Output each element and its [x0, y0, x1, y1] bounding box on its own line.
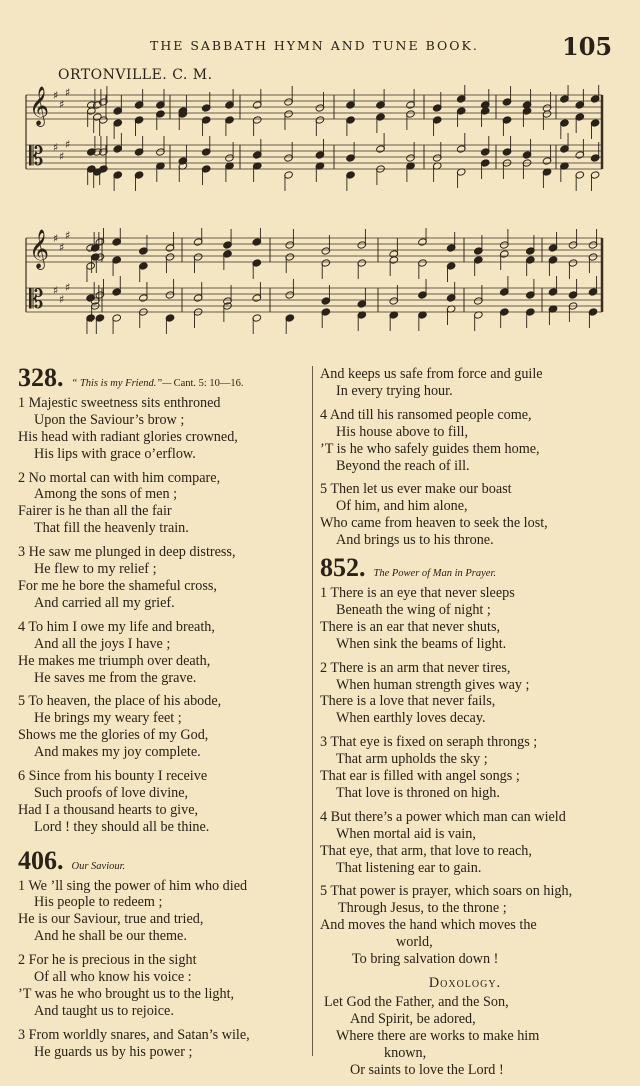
scripture-reference: Cant. 5: 10—16.	[173, 378, 244, 389]
verse-line: 4 And till his ransomed people come,	[320, 406, 532, 423]
sharp-sign: ♯	[65, 229, 71, 242]
verse-line: Such proofs of love divine,	[34, 784, 189, 801]
hymn-number: 406.	[18, 845, 64, 875]
verse	[320, 366, 610, 400]
verse-line: Of him, and him alone,	[336, 498, 468, 515]
verse-line: That listening ear to gain.	[336, 859, 482, 876]
verse-line: And keeps us safe from force and guile	[320, 366, 543, 382]
hymn-subtitle: “ This is my Friend.”—	[71, 378, 172, 389]
verse	[320, 734, 610, 802]
hymn-heading	[320, 553, 610, 583]
verse-line: Had I a thousand hearts to give,	[18, 801, 199, 818]
verse-line: And taught us to rejoice.	[34, 1002, 174, 1019]
hymn-number: 328.	[18, 363, 64, 392]
verse-line: That ear is filled with angel songs ;	[320, 768, 520, 785]
verse-line: When mortal aid is vain,	[336, 825, 476, 842]
verse-line: That love is throned on high.	[336, 784, 500, 801]
verse-line: And brings us to his throne.	[336, 532, 494, 549]
verse-line: Shows me the glories of my God,	[18, 727, 209, 744]
verse	[18, 878, 300, 946]
verse-line: That fill the heavenly train.	[34, 520, 189, 537]
hymn-subtitle: The Power of Man in Prayer.	[373, 568, 496, 580]
sharp-sign: ♯	[59, 150, 65, 163]
verse-line: Beneath the wing of night ;	[336, 601, 491, 618]
verse-line: 3 He saw me plunged in deep distress,	[18, 544, 236, 561]
verse-line: And carried all my grief.	[34, 594, 175, 611]
verse-line: His lips with grace o’erflow.	[34, 445, 196, 462]
c-clef: 𝄡	[29, 285, 44, 315]
verse-line: He guards us by his power ;	[34, 1043, 193, 1060]
verse-line: Through Jesus, to the throne ;	[338, 900, 507, 917]
verse-line: Fairer is he than all the fair	[18, 503, 172, 520]
verse-line: Lord ! they should all be thine.	[34, 818, 210, 835]
music-system-2	[0, 228, 640, 340]
verse-line: 1 There is an eye that never sleeps	[320, 584, 515, 601]
verse-line: That eye, that arm, that love to reach,	[320, 842, 532, 859]
verse	[18, 693, 300, 761]
sharp-sign: ♯	[65, 281, 71, 294]
verse-line: He is our Saviour, true and tried,	[18, 911, 204, 928]
sharp-sign: ♯	[59, 98, 65, 111]
verse-line: 2 There is an arm that never tires,	[320, 659, 511, 676]
verse-line: ’T was he who brought us to the light,	[18, 986, 235, 1002]
verse-line: He flew to my relief ;	[34, 561, 157, 578]
left-column	[18, 363, 300, 1068]
verse-line: His people to redeem ;	[34, 894, 163, 911]
verse-line: He makes me triumph over death,	[18, 652, 211, 669]
verse	[320, 585, 610, 653]
hymn-subtitle: Our Saviour.	[71, 860, 126, 872]
hymn-number: 852.	[320, 553, 366, 583]
verse-line: Among the sons of men ;	[34, 486, 178, 503]
treble-clef: 𝄞	[29, 86, 50, 126]
verse-line: Let God the Father, and the Son,	[324, 993, 509, 1010]
verse	[18, 1027, 300, 1061]
verse-line: 2 No mortal can with him compare,	[18, 469, 221, 486]
verse-line: When sink the beams of light.	[336, 635, 507, 652]
verse-line: For me he bore the shameful cross,	[18, 577, 217, 594]
verse-line: Who came from heaven to seek the lost,	[320, 515, 548, 532]
verse	[18, 952, 300, 1020]
verse	[320, 883, 610, 968]
sharp-sign: ♯	[53, 284, 59, 297]
verse-line: 3 That eye is fixed on seraph throngs ;	[320, 734, 538, 751]
verse-line: There is a love that never fails,	[320, 693, 496, 710]
verse-line: When human strength gives way ;	[336, 676, 530, 693]
verse-line: And all the joys I have ;	[34, 635, 171, 652]
verse-line: Or saints to love the Lord !	[350, 1061, 504, 1078]
verse-line: Beyond the reach of ill.	[336, 457, 470, 474]
verse	[18, 395, 300, 463]
sharp-sign: ♯	[53, 232, 59, 245]
verse-line: In every trying hour.	[336, 382, 453, 399]
verse-line: And makes my joy complete.	[34, 744, 201, 761]
sharp-sign: ♯	[65, 138, 71, 151]
verse-line: 5 Then let us ever make our boast	[320, 481, 512, 498]
tune-name: ORTONVILLE. C. M.	[58, 67, 213, 83]
verse-line: 1 Majestic sweetness sits enthroned	[18, 394, 221, 411]
verse-line: To bring salvation down !	[352, 951, 499, 968]
verse-line: known,	[384, 1044, 427, 1061]
verse-line: 2 For he is precious in the sight	[18, 952, 197, 969]
right-column	[320, 366, 610, 1085]
verse	[18, 619, 300, 687]
verse-line: world,	[396, 934, 433, 951]
verse-line: And moves the hand which moves the	[320, 917, 537, 934]
verse-line: There is an ear that never shuts,	[320, 618, 501, 635]
verse	[320, 481, 610, 549]
verse-line: 4 But there’s a power which man can wield	[320, 808, 566, 825]
sharp-sign: ♯	[53, 89, 59, 102]
page-number: 105	[562, 32, 613, 61]
verse-line: That arm upholds the sky ;	[336, 751, 488, 768]
verse-line: Upon the Saviour’s brow ;	[34, 411, 185, 428]
verse	[18, 544, 300, 612]
verse-line: 5 That power is prayer, which soars on high,	[320, 883, 573, 900]
verse-line: 3 From worldly snares, and Satan’s wile,	[18, 1026, 250, 1043]
running-title: THE SABBATH HYMN AND TUNE BOOK.	[150, 38, 479, 53]
sharp-sign: ♯	[65, 86, 71, 99]
verse-line: He saves me from the grave.	[34, 669, 197, 686]
hymn-heading	[18, 845, 300, 876]
verse-line: When earthly loves decay.	[336, 710, 486, 727]
treble-clef: 𝄞	[29, 229, 50, 269]
music-system-1	[0, 85, 640, 205]
verse-line: And Spirit, be adored,	[350, 1010, 476, 1027]
sharp-sign: ♯	[59, 241, 65, 254]
verse	[18, 768, 300, 836]
verse-line: ’T is he who safely guides them home,	[320, 440, 540, 457]
hymn-heading	[18, 363, 300, 393]
verse	[320, 660, 610, 728]
verse-line: And he shall be our theme.	[34, 928, 187, 945]
page-header	[0, 32, 640, 64]
verse-line: He brings my weary feet ;	[34, 710, 182, 727]
verse-line: His head with radiant glories crowned,	[18, 428, 238, 445]
sharp-sign: ♯	[59, 293, 65, 306]
verse-line: 6 Since from his bounty I receive	[18, 768, 208, 785]
verse	[320, 809, 610, 877]
verse-line: His house above to fill,	[336, 423, 469, 440]
sharp-sign: ♯	[53, 141, 59, 154]
verse	[320, 407, 610, 475]
column-divider	[312, 366, 313, 1056]
verse-line: Where there are works to make him	[336, 1027, 540, 1044]
doxology-title: Doxology.	[428, 975, 502, 991]
doxology-verse	[320, 994, 610, 1079]
verse-line: 1 We ’ll sing the power of him who died	[18, 877, 248, 894]
verse-line: 4 To him I owe my life and breath,	[18, 618, 215, 635]
verse-line: Of all who know his voice :	[34, 969, 192, 986]
c-clef: 𝄡	[29, 142, 44, 172]
verse-line: 5 To heaven, the place of his abode,	[18, 693, 222, 710]
verse	[18, 470, 300, 538]
